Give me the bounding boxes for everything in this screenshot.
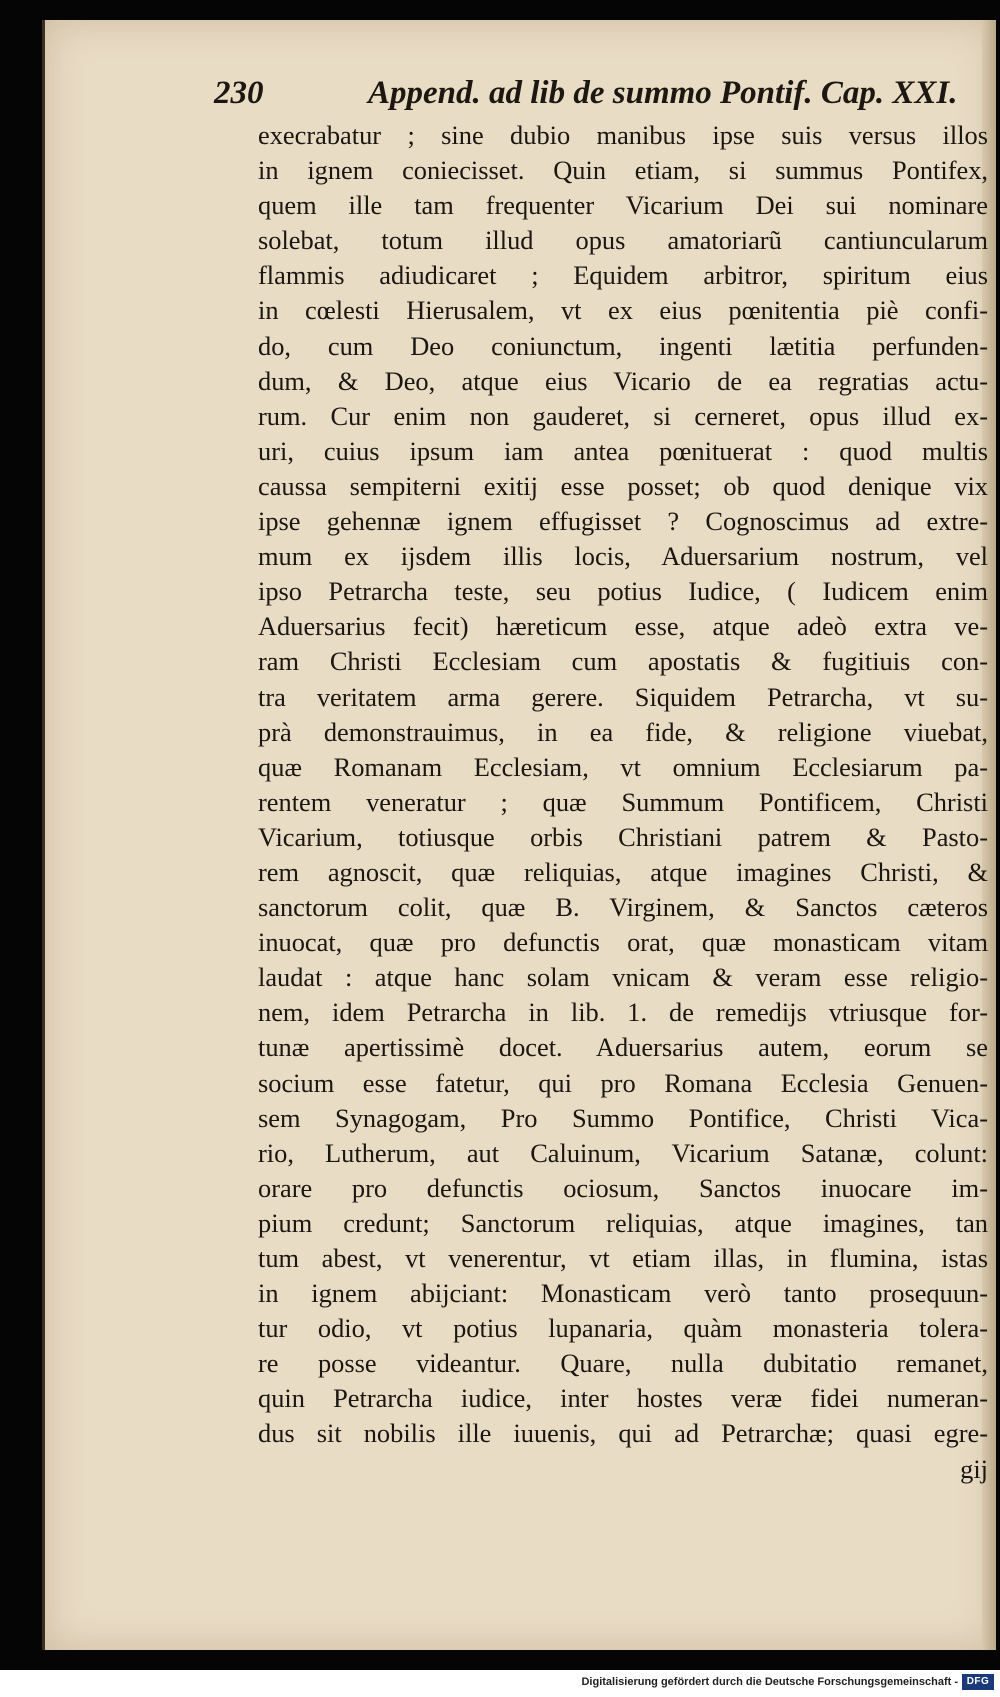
text-line: solebat, totum illud opus amatoriarũ cantiuncularum — [258, 225, 988, 256]
text-line: tra veritatem arma gerere. Siquidem Petrarcha, vt su- — [258, 681, 988, 712]
text-line: dus sit nobilis ille iuuenis, qui ad Petrarchæ; quasi egre- — [258, 1418, 988, 1449]
running-head: Append. ad lib de summo Pontif. Cap. XXI. — [368, 75, 958, 111]
text-line: execrabatur ; sine dubio manibus ipse suis versus illos — [258, 120, 988, 150]
text-line: dum, & Deo, atque eius Vicario de ea regratias actu- — [258, 365, 988, 396]
text-line: ipse gehennæ ignem effugisset ? Cognoscimus ad extre- — [258, 506, 988, 537]
dfg-logo: DFG — [962, 1674, 994, 1690]
text-line: mum ex ijsdem illis locis, Aduersarium nostrum, vel — [258, 541, 988, 572]
text-line: ipso Petrarcha teste, seu potius Iudice, ( Iudicem enim — [258, 576, 988, 607]
text-line: ram Christi Ecclesiam cum apostatis & fugitiuis con- — [258, 646, 988, 677]
text-line: rentem veneratur ; quæ Summum Pontificem, Christi — [258, 786, 988, 817]
text-line: prà demonstrauimus, in ea fide, & religione viuebat, — [258, 716, 988, 747]
text-line: tunæ apertissimè docet. Aduersarius autem, eorum se — [258, 1032, 988, 1063]
text-line: tum abest, vt venerentur, vt etiam illas, in flumina, istas — [258, 1243, 988, 1273]
text-line: orare pro defunctis ociosum, Sanctos inuocare im- — [258, 1172, 988, 1203]
text-line: nem, idem Petrarcha in lib. 1. de remedijs vtriusque for- — [258, 997, 988, 1028]
text-line: Aduersarius fecit) hæreticum esse, atque adeò extra ve- — [258, 611, 988, 642]
text-line: quæ Romanam Ecclesiam, vt omnium Ecclesiarum pa- — [258, 751, 988, 782]
text-line: in ignem abijciant: Monasticam verò tanto prosequun- — [258, 1278, 988, 1309]
text-line: pium credunt; Sanctorum reliquias, atque imagines, tan — [258, 1207, 988, 1238]
text-line: in cœlesti Hierusalem, vt ex eius pœnitentia piè confi- — [258, 295, 988, 326]
text-line: sanctorum colit, quæ B. Virginem, & Sanctos cæteros — [258, 892, 988, 923]
footer-bar — [0, 1670, 1000, 1697]
text-line: re posse videantur. Quare, nulla dubitatio remanet, — [258, 1348, 988, 1379]
body-text — [258, 118, 988, 1487]
text-line: do, cum Deo coniunctum, ingenti lætitia perfunden- — [258, 330, 988, 361]
text-line: laudat : atque hanc solam vnicam & veram esse religio- — [258, 962, 988, 993]
text-line: tur odio, vt potius lupanaria, quàm monasteria tolera- — [258, 1313, 988, 1344]
text-line: rem agnoscit, quæ reliquias, atque imagines Christi, & — [258, 856, 988, 887]
funding-credit: Digitalisierung gefördert durch die Deutsche Forschungsgemeinschaft - — [581, 1676, 958, 1688]
text-line: Vicarium, totiusque orbis Christiani patrem & Pasto- — [258, 821, 988, 852]
text-line: sem Synagogam, Pro Summo Pontifice, Christi Vica- — [258, 1102, 988, 1133]
text-line: uri, cuius ipsum iam antea pœnituerat : quod multis — [258, 435, 988, 466]
text-line: rum. Cur enim non gauderet, si cerneret, opus illud ex- — [258, 400, 988, 431]
text-line: socium esse fatetur, qui pro Romana Ecclesia Genuen- — [258, 1067, 988, 1098]
page-number: 230 — [214, 75, 264, 111]
text-line: caussa sempiterni exitij esse posset; ob quod denique vix — [258, 470, 988, 501]
text-line: in ignem coniecisset. Quin etiam, si summus Pontifex, — [258, 155, 988, 186]
text-line: quem ille tam frequenter Vicarium Dei sui nominare — [258, 190, 988, 221]
catchword: gij — [960, 1453, 988, 1484]
text-line: inuocat, quæ pro defunctis orat, quæ monasticam vitam — [258, 927, 988, 958]
text-line: flammis adiudicaret ; Equidem arbitror, spiritum eius — [258, 260, 988, 291]
text-line: rio, Lutherum, aut Caluinum, Vicarium Satanæ, colunt: — [258, 1137, 988, 1168]
text-line: quin Petrarcha iudice, inter hostes veræ fidei numeran- — [258, 1383, 988, 1414]
